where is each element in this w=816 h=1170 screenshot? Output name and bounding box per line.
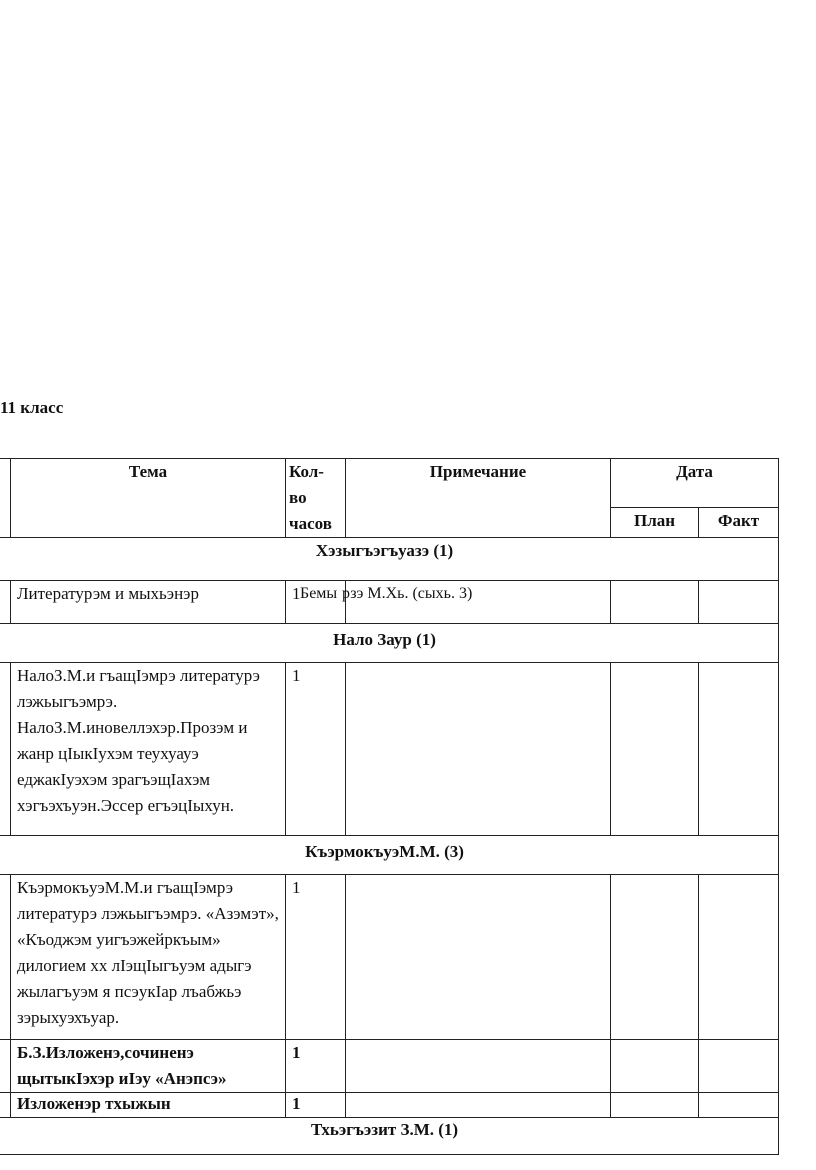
plan-cell [611,663,699,836]
note-cell [346,875,611,1040]
plan-cell [611,1040,699,1093]
hours-header-line3: часов [289,514,332,533]
header-row [0,459,779,508]
row-number-cell [0,1040,11,1093]
hours-value: 1 [292,584,301,603]
fact-header: Факт [699,508,779,538]
plan-cell [611,875,699,1040]
section-title: КъэрмокъуэМ.М. (3) [0,836,779,875]
topic-cell: Изложенэр тхыжын [11,1093,286,1118]
fact-cell [699,581,779,624]
hours-cell: 1 [286,1040,346,1093]
table-row [0,875,779,1040]
fact-cell [699,1093,779,1118]
hours-cell: 1 [286,663,346,836]
hours-cell [286,581,346,624]
table-row [0,581,779,624]
section-row [0,538,779,581]
hours-header-line1: Кол- [289,462,324,481]
hours-cell: 1 [286,875,346,1040]
note-text: рзэ М.Хь. (сыхь. 3) [342,585,473,602]
note-header: Примечание [346,459,611,538]
section-row [0,624,779,663]
section-title: Нало Заур (1) [0,624,779,663]
row-number-cell [0,875,11,1040]
lesson-plan-table [0,458,779,1155]
row-number-cell [0,581,11,624]
note-cell [346,1093,611,1118]
topic-cell: КъэрмокъуэМ.М.и гъащIэмрэ литературэ лэжьыгъэмрэ. «Азэмэт», «Къоджэм уигъэжейркъым» дилогием хх лIэщIыгъуэм адыгэ жылагъуэм я псэукIар лъабжьэ зэрыхуэхъуар. [11,875,286,1040]
topic-cell: Б.З.Изложенэ,сочиненэ щытыкIэхэр иIэу «Анэпсэ» [11,1040,286,1093]
topic-header: Тема [11,459,286,538]
section-row [0,1118,779,1155]
topic-cell: Литературэм и мыхьэнэр [11,581,286,624]
note-cell [346,1040,611,1093]
class-heading: 11 класс [0,398,64,417]
plan-cell [611,1093,699,1118]
table-row [0,1093,779,1118]
date-header: Дата [611,459,779,508]
hours-header [286,459,346,538]
section-title: Хэзыгъэгъуазэ (1) [0,538,779,581]
section-row [0,836,779,875]
hours-header-line2: во [289,488,307,507]
row-number-cell [0,1093,11,1118]
table-row [0,1040,779,1093]
number-header [0,459,11,538]
note-cell [342,581,611,624]
row-number-cell [0,663,11,836]
note-cell [346,663,611,836]
fact-cell [699,875,779,1040]
table-row [0,663,779,836]
section-title: Тхьэгъэзит З.М. (1) [0,1118,779,1155]
topic-cell: НалоЗ.М.и гъащIэмрэ литературэ лэжьыгъэмрэ. НалоЗ.М.иновеллэхэр.Прозэм и жанр цIыкIухэм теухуауэ еджакIуэхэм зрагъэщIахэм хэгъэхъуэн.Эссер егъэцIыхун. [11,663,286,836]
plan-header: План [611,508,699,538]
hours-overflow-text: Бемы [300,585,338,602]
fact-cell [699,1040,779,1093]
hours-cell: 1 [286,1093,346,1118]
plan-cell [611,581,699,624]
fact-cell [699,663,779,836]
